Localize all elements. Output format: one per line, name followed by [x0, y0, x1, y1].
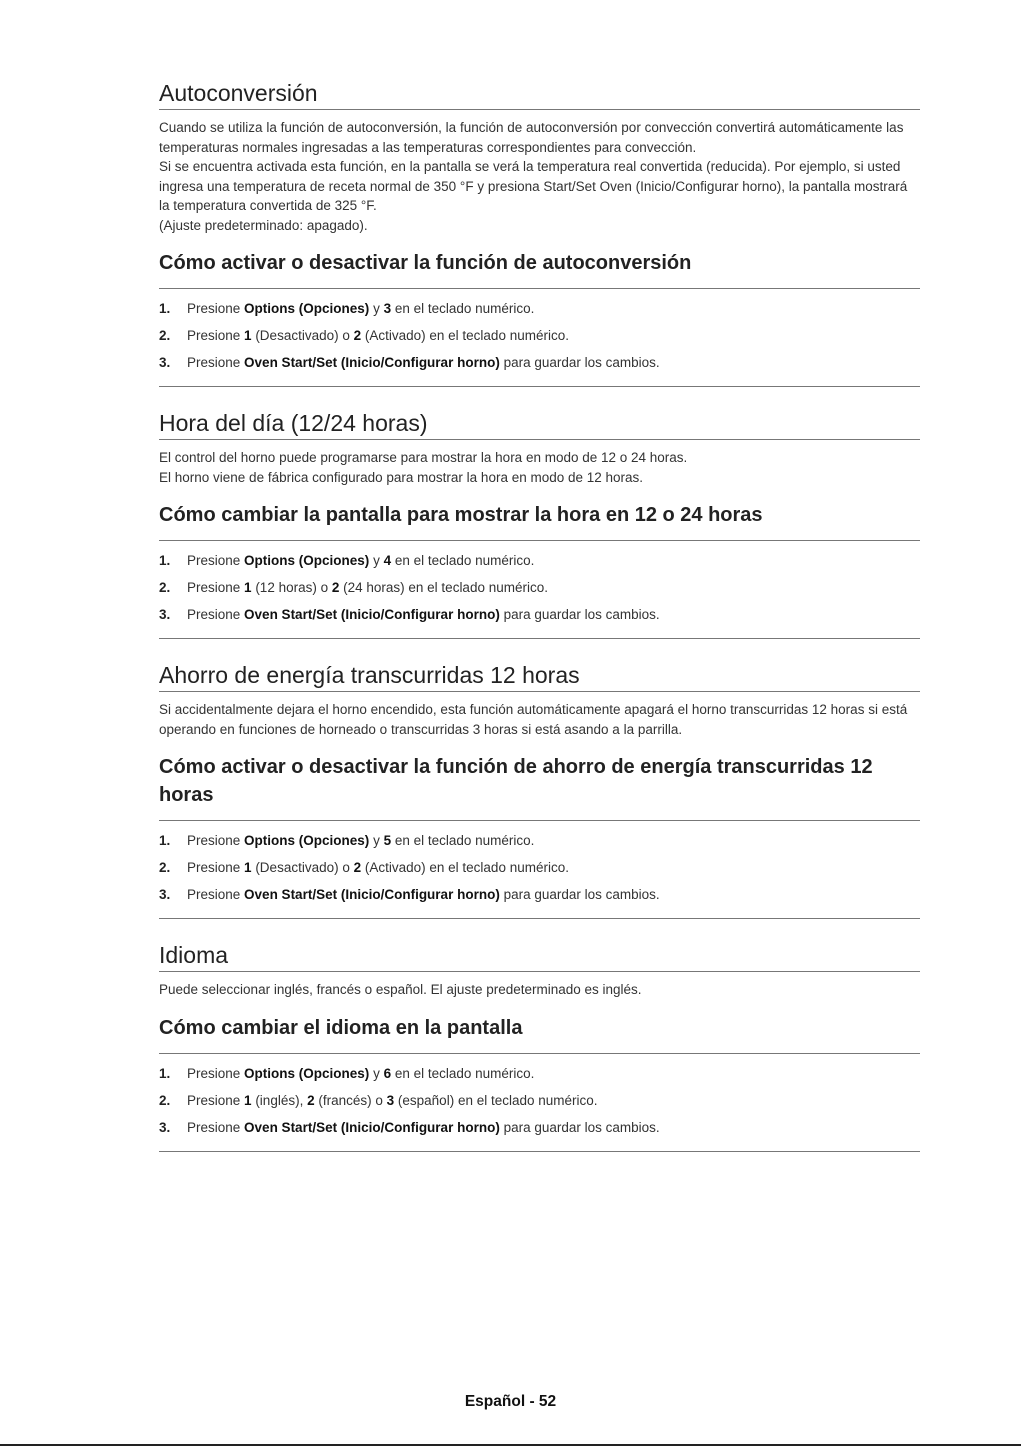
paragraph: Cuando se utiliza la función de autoconversión, la función de autoconversión por convección convertirá automáticamente las temperaturas normales ingresadas a las temperaturas correspondientes para convección. [159, 120, 904, 155]
bottom-rule [0, 1444, 1021, 1446]
step-number: 1. [159, 301, 171, 316]
paragraph: Si se encuentra activada esta función, en la pantalla se verá la temperatura real convertida (reducida). Por ejemplo, si usted ingresa una temperatura de receta normal de 350 °F y presiona Start/Set Oven (Inicio/Configurar horno), la pantalla mostrará la temperatura convertida de 325 °F. [159, 159, 908, 213]
step-number: 2. [159, 580, 171, 595]
section-title: Ahorro de energía transcurridas 12 horas [159, 660, 920, 692]
paragraph: (Ajuste predeterminado: apagado). [159, 217, 368, 233]
step-item: 2. Presione 1 (inglés), 2 (francés) o 3 (español) en el teclado numérico. [159, 1087, 920, 1114]
step-number: 2. [159, 328, 171, 343]
subsection-title: Cómo cambiar el idioma en la pantalla [159, 1014, 920, 1054]
step-item: 2. Presione 1 (12 horas) o 2 (24 horas) en el teclado numérico. [159, 574, 920, 601]
section-ahorro-energia [159, 660, 920, 919]
step-number: 3. [159, 355, 171, 370]
step-number: 1. [159, 553, 171, 568]
step-item: 2. Presione 1 (Desactivado) o 2 (Activado) en el teclado numérico. [159, 854, 920, 881]
step-item: 3. Presione Oven Start/Set (Inicio/Configurar horno) para guardar los cambios. [159, 881, 920, 908]
paragraph: Si accidentalmente dejara el horno encendido, esta función automáticamente apagará el horno transcurridas 12 horas si está operando en funciones de horneado o transcurridas 3 horas si está asando a la parrilla. [159, 702, 908, 737]
section-body [159, 448, 920, 487]
step-item: 3. Presione Oven Start/Set (Inicio/Configurar horno) para guardar los cambios. [159, 601, 920, 628]
step-item: 1. Presione Options (Opciones) y 6 en el teclado numérico. [159, 1060, 920, 1087]
step-item: 1. Presione Options (Opciones) y 3 en el teclado numérico. [159, 295, 920, 322]
section-title: Hora del día (12/24 horas) [159, 408, 920, 440]
step-number: 1. [159, 833, 171, 848]
section-body [159, 118, 920, 235]
page-number-footer: Español - 52 [464, 1393, 557, 1410]
step-item: 1. Presione Options (Opciones) y 4 en el teclado numérico. [159, 547, 920, 574]
step-number: 1. [159, 1065, 171, 1081]
step-item: 1. Presione Options (Opciones) y 5 en el teclado numérico. [159, 827, 920, 854]
subsection-title: Cómo activar o desactivar la función de ahorro de energía transcurridas 12 horas [159, 753, 920, 821]
steps-list [159, 295, 920, 387]
paragraph: El control del horno puede programarse para mostrar la hora en modo de 12 o 24 horas. [159, 450, 688, 465]
step-number: 3. [159, 1119, 171, 1135]
step-item: 3. Presione Oven Start/Set (Inicio/Configurar horno) para guardar los cambios. [159, 349, 920, 376]
section-body [159, 700, 920, 739]
section-title: Idioma [159, 940, 920, 972]
paragraph: El horno viene de fábrica configurado para mostrar la hora en modo de 12 horas. [159, 469, 644, 485]
section-autoconversion [159, 78, 920, 387]
step-item: 3. Presione Oven Start/Set (Inicio/Configurar horno) para guardar los cambios. [159, 1114, 920, 1141]
section-title: Autoconversión [159, 78, 920, 110]
section-body [159, 980, 920, 1000]
steps-list [159, 827, 920, 919]
paragraph: Puede seleccionar inglés, francés o español. El ajuste predeterminado es inglés. [159, 982, 642, 997]
page-content [159, 78, 920, 1173]
subsection-title: Cómo cambiar la pantalla para mostrar la hora en 12 o 24 horas [159, 501, 920, 541]
section-hora-del-dia [159, 408, 920, 639]
steps-list [159, 547, 920, 639]
step-number: 3. [159, 887, 171, 902]
step-number: 3. [159, 607, 171, 622]
section-idioma [159, 940, 920, 1152]
step-number: 2. [159, 860, 171, 875]
step-number: 2. [159, 1092, 171, 1108]
steps-list [159, 1060, 920, 1152]
subsection-title: Cómo activar o desactivar la función de autoconversión [159, 249, 920, 289]
step-item: 2. Presione 1 (Desactivado) o 2 (Activado) en el teclado numérico. [159, 322, 920, 349]
